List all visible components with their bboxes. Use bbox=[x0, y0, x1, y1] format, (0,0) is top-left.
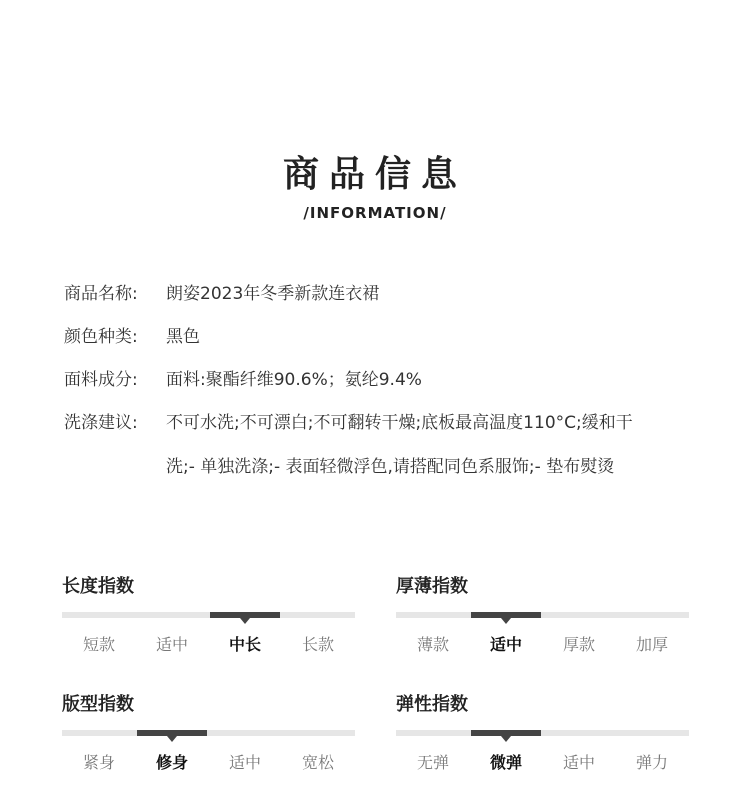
info-value-name: 朗姿2023年冬季新款连衣裙 bbox=[166, 284, 380, 304]
info-label-color: 颜色种类: bbox=[64, 327, 138, 347]
scale-option: 适中 bbox=[489, 635, 522, 654]
scale-title: 弹性指数 bbox=[396, 694, 468, 715]
scale-marker bbox=[137, 730, 207, 736]
info-label-fabric: 面料成分: bbox=[64, 370, 138, 390]
scale-option: 短款 bbox=[82, 635, 115, 654]
scale-option: 适中 bbox=[562, 753, 595, 772]
scale-title: 长度指数 bbox=[62, 576, 134, 597]
scale-marker bbox=[471, 730, 541, 736]
scale-track bbox=[396, 730, 689, 736]
scale-track bbox=[396, 612, 689, 618]
info-label-wash: 洗涤建议: bbox=[64, 413, 138, 433]
scale-option: 修身 bbox=[155, 753, 188, 772]
scale-option: 微弹 bbox=[489, 753, 522, 772]
scale-option: 弹力 bbox=[635, 753, 668, 772]
scale-option: 无弹 bbox=[416, 753, 449, 772]
scale-option: 紧身 bbox=[82, 753, 115, 772]
info-value-wash-line2: 洗;- 单独洗涤;- 表面轻微浮色,请搭配同色系服饰;- 垫布熨烫 bbox=[166, 457, 615, 477]
info-label-name: 商品名称: bbox=[64, 284, 138, 304]
info-value-fabric: 面料:聚酯纤维90.6%；氨纶9.4% bbox=[166, 370, 422, 390]
scale-option: 适中 bbox=[228, 753, 261, 772]
scale-option: 适中 bbox=[155, 635, 188, 654]
page-title: 商品信息 bbox=[282, 154, 467, 195]
scale-marker bbox=[471, 612, 541, 618]
scale-track bbox=[62, 730, 355, 736]
scale-option: 长款 bbox=[301, 635, 334, 654]
info-value-color: 黑色 bbox=[166, 327, 200, 347]
scale-track bbox=[62, 612, 355, 618]
scale-option: 宽松 bbox=[301, 753, 334, 772]
scale-title: 厚薄指数 bbox=[396, 576, 468, 597]
page-subtitle: /INFORMATION/ bbox=[303, 204, 447, 222]
info-value-wash-line1: 不可水洗;不可漂白;不可翻转干燥;底板最高温度110°C;缓和干 bbox=[166, 413, 633, 433]
scale-option: 厚款 bbox=[562, 635, 595, 654]
scale-title: 版型指数 bbox=[62, 694, 134, 715]
scale-option: 中长 bbox=[228, 635, 261, 654]
scale-option: 薄款 bbox=[416, 635, 449, 654]
scale-option: 加厚 bbox=[635, 635, 668, 654]
scale-marker bbox=[210, 612, 280, 618]
